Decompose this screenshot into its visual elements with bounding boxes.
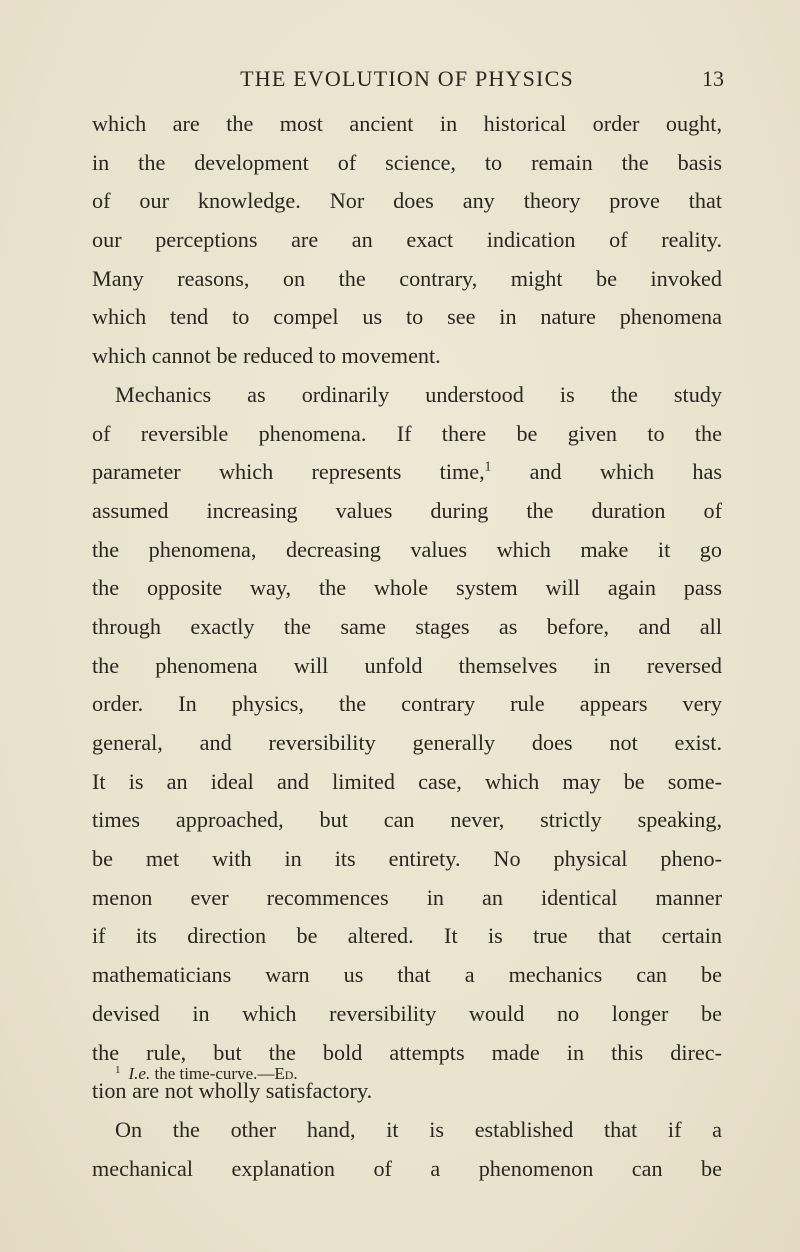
footnote-mark: 1 bbox=[115, 1064, 121, 1076]
text-line: through exactly the same stages as before, and all bbox=[92, 613, 722, 639]
text-line: the rule, but the bold attempts made in this direc- bbox=[92, 1039, 722, 1065]
running-title: THE EVOLUTION OF PHYSICS bbox=[240, 66, 574, 91]
text-line: order. In physics, the contrary rule appears very bbox=[92, 691, 722, 717]
text-line: of our knowledge. Nor does any theory prove that bbox=[92, 188, 722, 214]
text-line: On the other hand, it is established that if a bbox=[115, 1116, 722, 1142]
text-line: mathematicians warn us that a mechanics can be bbox=[92, 962, 722, 988]
footnote bbox=[115, 1058, 715, 1086]
footnote-editor: Ed. bbox=[274, 1064, 298, 1083]
text-line: the opposite way, the whole system will again pass bbox=[92, 575, 722, 601]
text-line: assumed increasing values during the duration of bbox=[92, 497, 722, 523]
text-line: It is an ideal and limited case, which may be some- bbox=[92, 768, 722, 794]
text-line: Mechanics as ordinarily understood is the study bbox=[115, 381, 722, 407]
text-line: our perceptions are an exact indication of reality. bbox=[92, 227, 722, 253]
text-segment: and which has bbox=[491, 459, 722, 485]
running-head bbox=[92, 62, 722, 96]
footnote-text: the time-curve.— bbox=[150, 1064, 275, 1083]
text-line: mechanical explanation of a phenomenon can be bbox=[92, 1155, 722, 1181]
text-line: of reversible phenomena. If there be given to the bbox=[92, 420, 722, 446]
text-line: general, and reversibility generally does not exist. bbox=[92, 730, 722, 755]
text-line-with-footnote-ref bbox=[92, 453, 722, 492]
text-line: the phenomena will unfold themselves in reversed bbox=[92, 652, 722, 678]
text-line: which cannot be reduced to movement. bbox=[92, 343, 441, 369]
text-line: which are the most ancient in historical order ought, bbox=[92, 111, 722, 136]
footnote-abbr: I.e. bbox=[128, 1064, 151, 1083]
text-line: be met with in its entirety. No physical pheno- bbox=[92, 846, 722, 872]
text-line: devised in which reversibility would no longer be bbox=[92, 1000, 722, 1026]
text-line: which tend to compel us to see in nature phenomena bbox=[92, 304, 722, 330]
text-segment: parameter which represents time, bbox=[92, 459, 485, 485]
body-text bbox=[92, 105, 722, 1188]
text-line: menon ever recommences in an identical manner bbox=[92, 884, 722, 910]
footnote-reference: 1 bbox=[484, 458, 492, 474]
text-line: if its direction be altered. It is true that certain bbox=[92, 923, 722, 949]
text-line: in the development of science, to remain the basis bbox=[92, 149, 722, 175]
text-line: the phenomena, decreasing values which make it go bbox=[92, 536, 722, 562]
page-number: 13 bbox=[702, 66, 724, 91]
text-line: times approached, but can never, strictly speaking, bbox=[92, 807, 722, 833]
text-line: tion are not wholly satisfactory. bbox=[92, 1078, 373, 1104]
text-line: Many reasons, on the contrary, might be invoked bbox=[92, 265, 722, 291]
